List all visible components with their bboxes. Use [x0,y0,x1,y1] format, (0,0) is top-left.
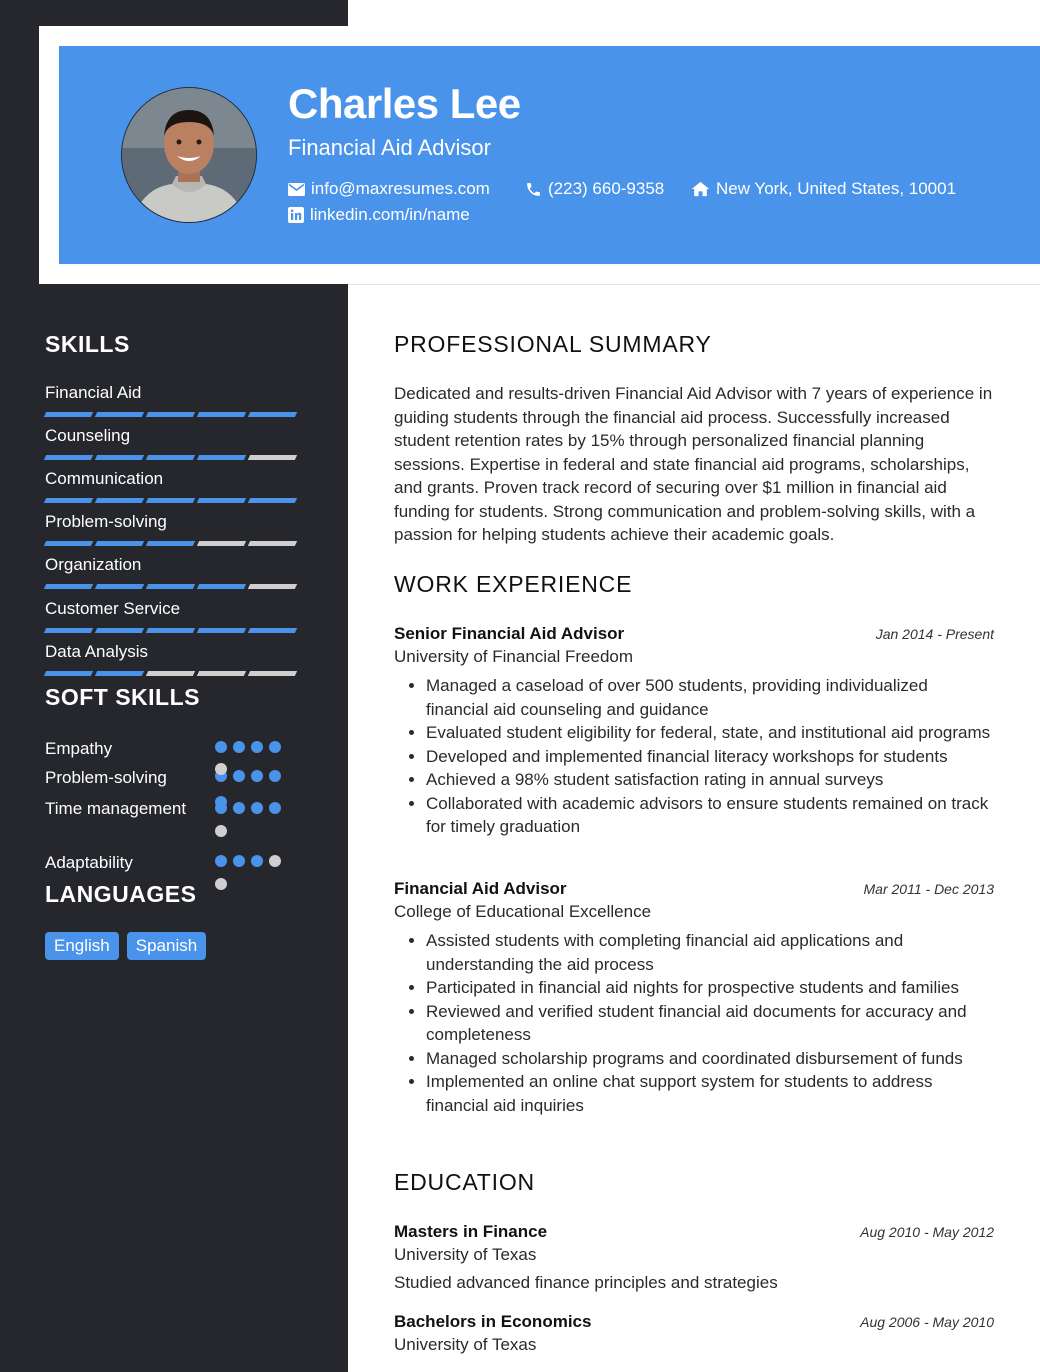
list-item: • Achieved a 98% student satisfaction rating in annual surveys [426,768,994,792]
skill-level-segment [95,671,144,676]
skill-level-segment [146,455,195,460]
job-bullets [394,674,994,839]
avatar [121,87,257,223]
soft-skill-dot [269,802,281,814]
job-entry-dates: Mar 2011 - Dec 2013 [863,881,994,897]
soft-skill-overflow-dot [215,796,227,808]
skill-level-segment [248,671,297,676]
soft-skill-dot [251,802,263,814]
job-title: Financial Aid Advisor [288,135,491,160]
skill-item [45,642,305,676]
candidate-name: Charles Lee [288,80,521,127]
skill-item [45,512,305,546]
skill-level-segment [248,412,297,417]
soft-skill-dot [269,855,281,867]
skill-level-segment [44,541,93,546]
skill-level-segment [197,671,246,676]
skill-level-segment [44,671,93,676]
language-tag: English [45,932,119,960]
soft-skill-overflow-dot [215,763,227,775]
job-entry-dates: Jan 2014 - Present [875,626,994,642]
skill-level-segment [44,412,93,417]
skill-level-segment [197,628,246,633]
list-item: • Managed a caseload of over 500 students, providing individualized financial aid counseling and guidance [426,674,994,721]
skills-heading: SKILLS [45,331,130,357]
skill-level-segment [44,584,93,589]
summary-heading: PROFESSIONAL SUMMARY [394,331,712,357]
portrait-image [122,88,256,222]
contact-linkedin[interactable] [288,205,470,225]
soft-skill-dot [233,770,245,782]
soft-skill-dots [215,741,287,753]
contact-location [691,179,956,199]
contact-linkedin-text: linkedin.com/in/name [310,205,470,224]
skill-level-segment [197,498,246,503]
contact-email-text: info@maxresumes.com [311,179,490,198]
soft-skill-label: Problem-solving [45,768,167,787]
soft-skill-label: Empathy [45,739,113,758]
soft-skill-label: Adaptability [45,853,133,872]
skill-label: Communication [45,469,164,488]
skill-level-segment [95,584,144,589]
soft-skill-dot [269,741,281,753]
job-entry-title: Financial Aid Advisor [394,879,567,898]
skill-level-bars [45,455,305,460]
skill-level-segment [44,498,93,503]
list-item: • Evaluated student eligibility for federal, state, and institutional aid programs [426,721,994,745]
education-entry [394,1222,994,1293]
education-description: Studied advanced finance principles and strategies [394,1273,778,1292]
linkedin-icon [288,207,304,223]
skill-level-segment [248,498,297,503]
skill-level-bars [45,498,305,503]
skill-level-segment [248,584,297,589]
list-item: • Collaborated with academic advisors to ensure students remained on track for timely graduation [426,792,994,839]
language-tag: Spanish [127,932,206,960]
soft-skill-label: Time management [45,799,187,818]
skill-level-segment [146,671,195,676]
skill-level-segment [248,455,297,460]
list-item: • Reviewed and verified student financial aid documents for accuracy and completeness [426,1000,994,1047]
experience-heading: WORK EXPERIENCE [394,571,633,597]
skill-item [45,469,305,503]
skill-level-bars [45,584,305,589]
list-item: • Implemented an online chat support system for students to address financial aid inquiries [426,1070,994,1117]
contact-email[interactable] [288,179,490,199]
soft-skill-dot [233,855,245,867]
education-dates: Aug 2006 - May 2010 [860,1314,994,1330]
skill-level-segment [146,541,195,546]
list-item: • Participated in financial aid nights for prospective students and families [426,976,994,1000]
skill-level-segment [95,541,144,546]
contact-phone[interactable] [525,179,664,199]
job-bullets [394,929,994,1117]
skill-level-bars [45,541,305,546]
soft-skill-dot [233,741,245,753]
skill-item [45,599,305,633]
soft-skill-dots [215,855,287,867]
education-degree: Bachelors in Economics [394,1312,592,1331]
skill-label: Organization [45,555,142,574]
languages-heading: LANGUAGES [45,881,197,907]
skill-level-segment [197,541,246,546]
job-entry-title: Senior Financial Aid Advisor [394,624,625,643]
skill-level-segment [146,412,195,417]
soft-skill-dot [233,802,245,814]
soft-skill-dot [215,741,227,753]
job-entry-org: University of Financial Freedom [394,647,634,666]
soft-skill-overflow-dot [215,825,227,837]
soft-skill-dot [215,855,227,867]
education-heading: EDUCATION [394,1169,535,1195]
education-school: University of Texas [394,1335,537,1354]
skill-item [45,555,305,589]
education-school: University of Texas [394,1245,537,1264]
job-entry-org: College of Educational Excellence [394,902,652,921]
skill-label: Financial Aid [45,383,142,402]
job-entry [394,624,994,839]
skill-label: Problem-solving [45,512,167,531]
list-item: • Developed and implemented financial literacy workshops for students [426,745,994,769]
skill-level-segment [95,455,144,460]
header-divider [348,284,1040,285]
phone-icon [525,181,542,198]
home-icon [691,181,710,197]
job-entry [394,879,994,1117]
soft-skill-dot [251,770,263,782]
skill-level-segment [248,541,297,546]
skill-level-segment [44,628,93,633]
list-item: • Managed scholarship programs and coordinated disbursement of funds [426,1047,994,1071]
skill-level-bars [45,671,305,676]
skill-item [45,383,305,417]
summary-text: Dedicated and results-driven Financial Aid Advisor with 7 years of experience in guiding students through the financial aid process. Successfully increased student retention rates by 15% through personalized financial planning sessions. Expertise in federal and state financial aid programs, scholarships, and grants. Proven track record of securing over $1 million in financial aid funding for students. Strong communication and problem-solving skills, with a passion for helping students achieve their academic goals. [394,384,993,544]
skill-label: Counseling [45,426,131,445]
soft-skill-dot [269,770,281,782]
skill-level-segment [197,584,246,589]
skill-level-segment [146,498,195,503]
soft-skill-dot [251,741,263,753]
language-tags [45,932,214,960]
skill-level-segment [44,455,93,460]
skill-level-segment [95,412,144,417]
skill-level-segment [248,628,297,633]
skill-level-segment [146,584,195,589]
skill-level-bars [45,628,305,633]
skill-label: Data Analysis [45,642,148,661]
education-dates: Aug 2010 - May 2012 [860,1224,994,1240]
soft-skill-overflow-dot [215,878,227,890]
skill-label: Customer Service [45,599,181,618]
soft-skill-dot [251,855,263,867]
list-item: • Assisted students with completing financial aid applications and understanding the aid process [426,929,994,976]
skill-level-segment [197,412,246,417]
soft-skills-heading: SOFT SKILLS [45,684,200,710]
education-degree: Masters in Finance [394,1222,548,1241]
education-entry [394,1312,994,1355]
skill-level-bars [45,412,305,417]
skill-level-segment [197,455,246,460]
contact-phone-text: (223) 660-9358 [548,179,665,198]
skill-level-segment [95,498,144,503]
skill-item [45,426,305,460]
skill-level-segment [95,628,144,633]
contact-location-text: New York, United States, 10001 [716,179,957,198]
envelope-icon [288,183,305,196]
skill-level-segment [146,628,195,633]
